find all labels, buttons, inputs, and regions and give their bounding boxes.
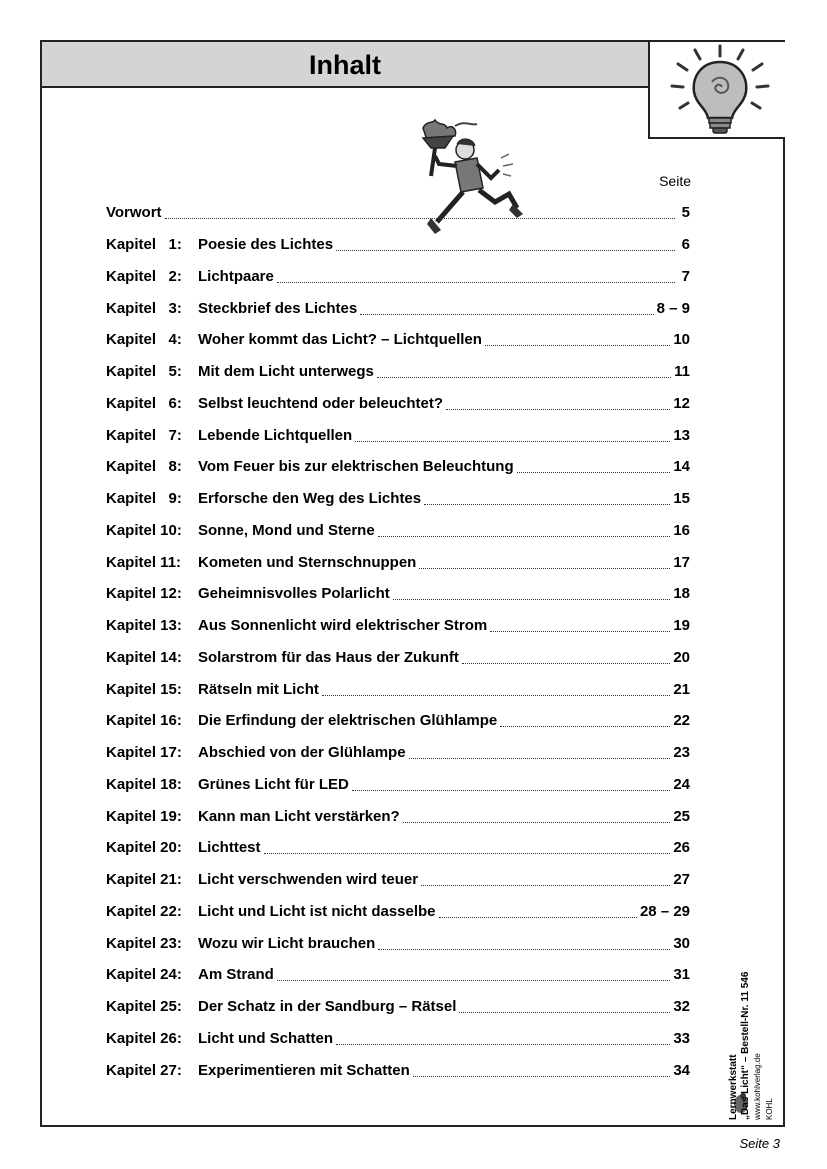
toc-page-number: 5 bbox=[681, 204, 690, 222]
toc-chapter-title: Abschied von der Glühlampe bbox=[198, 744, 406, 762]
toc-page-number: 14 bbox=[673, 458, 690, 476]
bulb-box bbox=[648, 42, 785, 139]
sidebar-line-1: Lernwerkstatt bbox=[728, 1054, 739, 1120]
toc-chapter-label: Kapitel 13: bbox=[106, 617, 182, 635]
toc-row bbox=[106, 1054, 690, 1086]
toc-chapter-label: Kapitel 10: bbox=[106, 521, 182, 539]
toc-chapter-title: Licht verschwenden wird teuer bbox=[198, 871, 419, 889]
toc-page-number: 24 bbox=[673, 775, 690, 793]
toc-page-number: 12 bbox=[673, 394, 690, 412]
toc-row bbox=[106, 261, 690, 293]
toc-chapter-title: Poesie des Lichtes bbox=[198, 236, 334, 254]
page-title: Inhalt bbox=[309, 50, 381, 80]
toc-chapter-label: Kapitel 11: bbox=[106, 553, 182, 571]
toc-row bbox=[106, 800, 690, 832]
toc-row bbox=[106, 197, 690, 229]
toc-page-number: 18 bbox=[673, 585, 690, 603]
toc-chapter-title: Lichtpaare bbox=[198, 267, 274, 285]
toc-dot-leader bbox=[459, 1012, 670, 1013]
toc-page-number: 8 – 9 bbox=[656, 299, 690, 317]
toc-dot-leader bbox=[377, 377, 671, 378]
toc-chapter-label: Kapitel 2: bbox=[106, 267, 182, 285]
toc-dot-leader bbox=[393, 599, 671, 600]
toc-dot-leader bbox=[421, 885, 670, 886]
publisher-url[interactable]: www.kohlverlag.de bbox=[753, 1053, 762, 1120]
toc-chapter-title: Kann man Licht verstärken? bbox=[198, 807, 400, 825]
toc-dot-leader bbox=[413, 1076, 671, 1077]
toc-chapter-title: Mit dem Licht unterwegs bbox=[198, 363, 374, 381]
toc-chapter-label: Kapitel 19: bbox=[106, 807, 182, 825]
toc-page-number: 13 bbox=[673, 426, 690, 444]
toc-row bbox=[106, 991, 690, 1023]
toc-chapter-title: Am Strand bbox=[198, 966, 274, 984]
toc-page-number: 21 bbox=[673, 680, 690, 698]
light-bulb-icon bbox=[650, 42, 783, 137]
toc-chapter-title: Lichttest bbox=[198, 839, 261, 857]
toc-page-number: 22 bbox=[673, 712, 690, 730]
page-column-header: Seite bbox=[659, 173, 691, 189]
toc-chapter-label: Kapitel 3: bbox=[106, 299, 182, 317]
toc-page-number: 25 bbox=[673, 807, 690, 825]
toc-dot-leader bbox=[336, 1044, 670, 1045]
toc-page-number: 20 bbox=[673, 648, 690, 666]
toc-chapter-title: Wozu wir Licht brauchen bbox=[198, 934, 376, 952]
toc-dot-leader bbox=[264, 853, 671, 854]
toc-chapter-label: Kapitel 23: bbox=[106, 934, 182, 952]
toc-chapter-label: Kapitel 25: bbox=[106, 998, 182, 1016]
toc-row bbox=[106, 769, 690, 801]
toc-row bbox=[106, 832, 690, 864]
toc-page-number: 10 bbox=[673, 331, 690, 349]
toc-page-number: 34 bbox=[673, 1061, 690, 1079]
toc-chapter-title: Geheimnisvolles Polarlicht bbox=[198, 585, 390, 603]
toc-chapter-title: Experimentieren mit Schatten bbox=[198, 1061, 410, 1079]
toc-dot-leader bbox=[500, 726, 670, 727]
toc-row bbox=[106, 959, 690, 991]
toc-dot-leader bbox=[446, 409, 670, 410]
toc-row bbox=[106, 419, 690, 451]
toc-chapter-label: Kapitel 9: bbox=[106, 490, 182, 508]
toc-chapter-label: Kapitel 16: bbox=[106, 712, 182, 730]
toc-chapter-label: Kapitel 8: bbox=[106, 458, 182, 476]
table-of-contents bbox=[106, 197, 690, 1086]
toc-chapter-label: Kapitel 21: bbox=[106, 871, 182, 889]
toc-dot-leader bbox=[517, 472, 671, 473]
toc-row bbox=[106, 229, 690, 261]
toc-chapter-title: Kometen und Sternschnuppen bbox=[198, 553, 417, 571]
toc-page-number: 31 bbox=[673, 966, 690, 984]
toc-chapter-label: Kapitel 18: bbox=[106, 775, 182, 793]
toc-dot-leader bbox=[336, 250, 675, 251]
toc-dot-leader bbox=[424, 504, 670, 505]
toc-chapter-title: Erforsche den Weg des Lichtes bbox=[198, 490, 422, 508]
toc-chapter-label: Kapitel 17: bbox=[106, 744, 182, 762]
toc-row bbox=[106, 1023, 690, 1055]
toc-chapter-title: Steckbrief des Lichtes bbox=[198, 299, 358, 317]
toc-chapter-title: Solarstrom für das Haus der Zukunft bbox=[198, 648, 459, 666]
toc-page-number: 26 bbox=[673, 839, 690, 857]
toc-chapter-label: Vorwort bbox=[106, 204, 162, 222]
toc-chapter-label: Kapitel 22: bbox=[106, 902, 182, 920]
toc-chapter-label: Kapitel 5: bbox=[106, 363, 182, 381]
sidebar-line-2: „Das Licht“ – Bestell-Nr. 11 546 bbox=[740, 971, 751, 1120]
toc-chapter-title: Rätseln mit Licht bbox=[198, 680, 319, 698]
toc-chapter-title: Grünes Licht für LED bbox=[198, 775, 349, 793]
page-number-footer: Seite 3 bbox=[739, 1136, 780, 1151]
toc-dot-leader bbox=[277, 282, 675, 283]
toc-chapter-label: Kapitel 1: bbox=[106, 236, 182, 254]
toc-dot-leader bbox=[322, 695, 670, 696]
toc-row bbox=[106, 451, 690, 483]
toc-row bbox=[106, 705, 690, 737]
toc-row bbox=[106, 356, 690, 388]
toc-chapter-label: Kapitel 6: bbox=[106, 394, 182, 412]
toc-row bbox=[106, 673, 690, 705]
toc-chapter-label: Kapitel 7: bbox=[106, 426, 182, 444]
toc-row bbox=[106, 324, 690, 356]
toc-chapter-title: Licht und Schatten bbox=[198, 1029, 333, 1047]
toc-chapter-title: Der Schatz in der Sandburg – Rätsel bbox=[198, 998, 457, 1016]
toc-page-number: 16 bbox=[673, 521, 690, 539]
toc-row bbox=[106, 483, 690, 515]
toc-page-number: 28 – 29 bbox=[639, 902, 690, 920]
toc-chapter-title: Vom Feuer bis zur elektrischen Beleuchtung bbox=[198, 458, 514, 476]
toc-dot-leader bbox=[355, 441, 670, 442]
toc-dot-leader bbox=[419, 568, 670, 569]
toc-chapter-title: Woher kommt das Licht? – Lichtquellen bbox=[198, 331, 482, 349]
toc-dot-leader bbox=[462, 663, 670, 664]
toc-row bbox=[106, 642, 690, 674]
toc-dot-leader bbox=[439, 917, 637, 918]
toc-chapter-label: Kapitel 20: bbox=[106, 839, 182, 857]
toc-chapter-label: Kapitel 4: bbox=[106, 331, 182, 349]
toc-page-number: 27 bbox=[673, 871, 690, 889]
toc-dot-leader bbox=[277, 980, 670, 981]
toc-page-number: 19 bbox=[673, 617, 690, 635]
toc-row bbox=[106, 737, 690, 769]
toc-page-number: 7 bbox=[681, 267, 690, 285]
toc-chapter-label: Kapitel 12: bbox=[106, 585, 182, 603]
toc-row bbox=[106, 610, 690, 642]
toc-page-number: 6 bbox=[681, 236, 690, 254]
toc-dot-leader bbox=[485, 345, 670, 346]
toc-dot-leader bbox=[409, 758, 671, 759]
toc-chapter-label: Kapitel 14: bbox=[106, 648, 182, 666]
toc-dot-leader bbox=[378, 536, 671, 537]
toc-chapter-title: Aus Sonnenlicht wird elektrischer Strom bbox=[198, 617, 488, 635]
toc-dot-leader bbox=[165, 218, 675, 219]
toc-page-number: 15 bbox=[673, 490, 690, 508]
toc-dot-leader bbox=[360, 314, 653, 315]
toc-row bbox=[106, 292, 690, 324]
logo-text: KOHL bbox=[765, 1098, 774, 1120]
toc-page-number: 11 bbox=[674, 363, 690, 381]
toc-chapter-label: Kapitel 24: bbox=[106, 966, 182, 984]
toc-chapter-label: Kapitel 27: bbox=[106, 1061, 182, 1079]
toc-chapter-title: Selbst leuchtend oder beleuchtet? bbox=[198, 394, 444, 412]
toc-chapter-label: Kapitel 26: bbox=[106, 1029, 182, 1047]
toc-chapter-title: Die Erfindung der elektrischen Glühlampe bbox=[198, 712, 498, 730]
toc-row bbox=[106, 388, 690, 420]
toc-dot-leader bbox=[403, 822, 671, 823]
toc-dot-leader bbox=[378, 949, 670, 950]
toc-row bbox=[106, 515, 690, 547]
toc-chapter-title: Sonne, Mond und Sterne bbox=[198, 521, 375, 539]
toc-dot-leader bbox=[490, 631, 670, 632]
toc-row bbox=[106, 578, 690, 610]
toc-row bbox=[106, 896, 690, 928]
toc-row bbox=[106, 927, 690, 959]
toc-page-number: 30 bbox=[673, 934, 690, 952]
toc-row bbox=[106, 864, 690, 896]
toc-page-number: 33 bbox=[673, 1029, 690, 1047]
toc-row bbox=[106, 546, 690, 578]
toc-page-number: 17 bbox=[673, 553, 690, 571]
toc-dot-leader bbox=[352, 790, 670, 791]
title-band bbox=[42, 42, 648, 88]
toc-chapter-title: Licht und Licht ist nicht dasselbe bbox=[198, 902, 436, 920]
toc-page-number: 23 bbox=[673, 744, 690, 762]
publisher-sidebar bbox=[728, 820, 788, 1120]
toc-chapter-label: Kapitel 15: bbox=[106, 680, 182, 698]
toc-chapter-title: Lebende Lichtquellen bbox=[198, 426, 353, 444]
toc-page-number: 32 bbox=[673, 998, 690, 1016]
